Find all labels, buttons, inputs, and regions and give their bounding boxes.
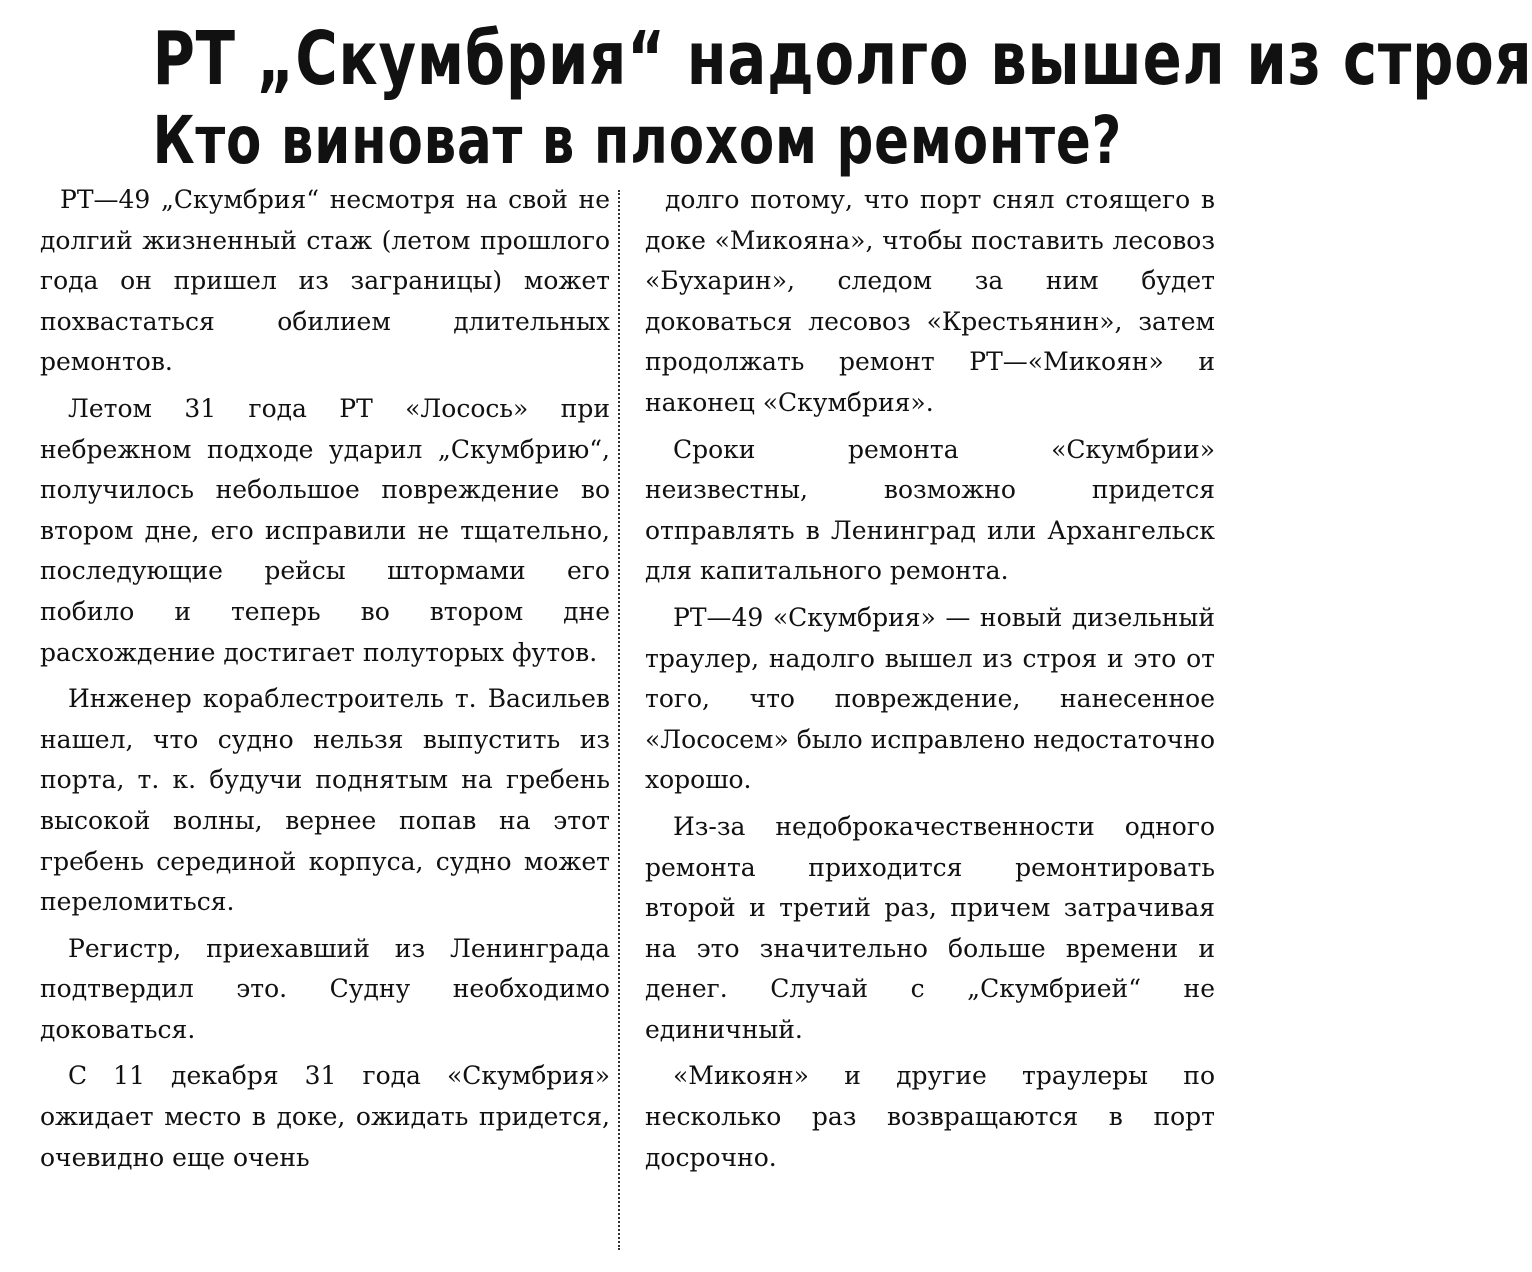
paragraph: РТ—49 „Скумбрия“ несмотря на свой не долгий жизненный стаж (летом прошлого года он пришел из заграницы) может похвастаться обилием длительных ремонтов. xyxy=(40,185,610,377)
paragraph: Из-за недоброкачественности одного ремонта приходится ремонтировать второй и третий раз, причем затрачивая на это значительно больше времени и денег. Случай с „Скумбрией“ не единичный. xyxy=(645,811,1215,1044)
paragraph: Регистр, приехавший из Ленинграда подтвердил это. Судну необходимо доковаться. xyxy=(40,933,610,1044)
paragraph: Инженер кораблестроитель т. Васильев нашел, что судно нельзя выпустить из порта, т. к. будучи поднятым на гребень высокой волны, вернее попав на этот гребень серединой корпуса, судно может переломиться. xyxy=(40,684,610,917)
paragraph: С 11 декабря 31 года «Скумбрия» ожидает место в доке, ожидать придется, очевидно еще очень xyxy=(40,1061,610,1172)
paragraph: Сроки ремонта «Скумбрии» неизвестны, возможно придется отправлять в Ленинград или Архангельск для капитального ремонта. xyxy=(645,434,1215,586)
paragraph: «Микоян» и другие траулеры по несколько раз возвращаются в порт досрочно. xyxy=(645,1061,1215,1172)
headline-main: РТ „Скумбрия“ надолго вышел из строя xyxy=(152,16,1532,102)
article-body xyxy=(40,180,1215,1260)
paragraph: Летом 31 года РТ «Лосось» при небрежном подходе ударил „Скумбрию“, получилось небольшое повреждение во втором дне, его исправили не тщательно, последующие рейсы штормами его побило и теперь во втором дне расхождение достигает полуторых футов. xyxy=(40,393,610,667)
paragraph: РТ—49 «Скумбрия» — новый дизельный траулер, надолго вышел из строя и это от того, что повреждение, нанесенное «Лососем» было исправлено недостаточно хорошо. xyxy=(645,602,1215,795)
article-column-right xyxy=(645,180,1215,1260)
headline-sub: Кто виноват в плохом ремонте? xyxy=(152,102,1123,179)
article-column-left xyxy=(40,180,610,1260)
paragraph: долго потому, что порт снял стоящего в доке «Микояна», чтобы поставить лесовоз «Бухарин», следом за ним будет доковаться лесовоз «Крестьянин», затем продолжать ремонт РТ—«Микоян» и наконец «Скумбрия». xyxy=(645,185,1215,417)
